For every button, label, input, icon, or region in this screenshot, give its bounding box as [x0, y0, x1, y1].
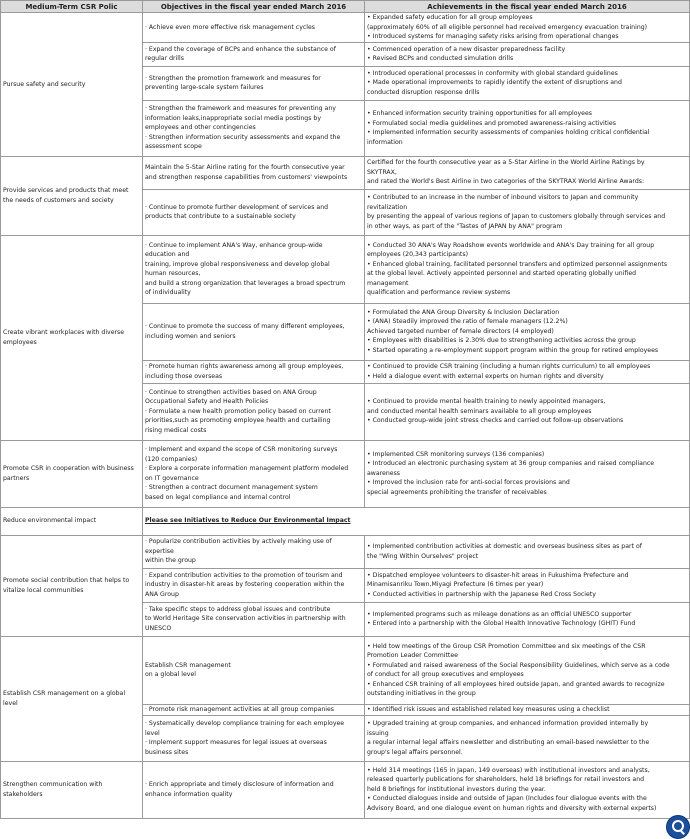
achievement-line: qualification and performance review systems [367, 289, 511, 296]
achievement-line: • Formulated social media guidelines and promoted awareness-raising activities [367, 119, 616, 127]
objective-line: human resources, [145, 270, 201, 277]
objective-cell [143, 440, 365, 507]
achievement-cell [365, 568, 690, 602]
header-achievements: Achievements in the fiscal year ended March 2016 [365, 1, 690, 13]
achievement-cell [365, 13, 690, 43]
achievement-line: • Implemented information security assessments of companies holding critical confidential [367, 129, 650, 136]
achievement-line: • Conducted dialogues inside and outside of Japan (Includes four dialogue events with the [367, 795, 647, 803]
achievement-line: • Introduced systems for managing safety risks arising from operational changes [367, 33, 619, 40]
achievement-line: employees (20,343 participants) [367, 251, 468, 258]
objective-cell [143, 42, 365, 66]
achievement-cell [365, 636, 690, 704]
achievement-line: conducted disruption response drills [367, 88, 480, 96]
header-policy: Medium-Term CSR Polic [1, 1, 143, 13]
achievement-line: • Continued to provide CSR training (including a human rights curriculum) to all employees [367, 363, 651, 370]
objective-line: · Strengthen information security assessments and expand the [145, 133, 341, 141]
header-row [1, 1, 690, 13]
objective-line: · Continue to strengthen activities based on ANA Group [145, 388, 317, 396]
achievement-cell [365, 66, 690, 100]
achievement-cell [365, 42, 690, 66]
achievement-line: held 8 briefings for institutional investors during the year. [367, 785, 546, 793]
achievement-cell [365, 715, 690, 761]
achievement-line: SKYTRAX, [367, 168, 397, 176]
achievement-line: of conduct for all group executives and employees [367, 671, 524, 678]
objective-line: · Expand contribution activities to the promotion of tourism and [145, 571, 343, 579]
achievement-line: revitalization [367, 203, 408, 211]
objective-line: training, improve global responsiveness and develop global [145, 260, 330, 268]
objective-line: preventing large-scale system failures [145, 84, 264, 91]
objective-line: · Strengthen the framework and measures for preventing any [145, 105, 336, 113]
objective-line: · Take specific steps to address global issues and contribute [145, 605, 331, 613]
policy-cell: Strengthen communication with stakeholders [1, 761, 143, 818]
objective-cell [143, 235, 365, 303]
objective-line: regular drills [145, 55, 184, 62]
achievement-line: • Introduced an electronic purchasing system at 36 group companies and raised compliance [367, 460, 655, 468]
achievement-cell [365, 535, 690, 568]
policy-cell: Promote social contribution that helps to vitalize local communities [1, 535, 143, 636]
objective-line: · Promote risk management activities at all group companies [145, 705, 334, 713]
achievement-line: by presenting the appeal of various regions of Japan to customers globally through services and [367, 213, 666, 220]
objective-line: Maintain the 5-Star Airline rating for the fourth consecutive year [145, 164, 345, 171]
achievement-line: • Implemented contribution activities at domestic and overseas business sites as part of [367, 543, 642, 550]
table-row [1, 761, 690, 818]
objective-line: · Continue to promote further development of services and [145, 203, 329, 211]
achievement-line: • Continued to provide mental health training to newly appointed managers, [367, 398, 606, 406]
objective-line: · Promote human rights awareness among all group employees, [145, 363, 344, 370]
achievement-line: • Employees with disabilities is 2.30% due to strengthening activities across the group [367, 337, 636, 345]
objective-line: · Achieve even more effective risk management cycles [145, 23, 316, 31]
achievement-line: special agreements prohibiting the transfer of receivables [367, 488, 547, 496]
objective-line: products that contribute to a sustainable society [145, 213, 296, 220]
objective-line: · Continue to implement ANA's Way, enhance group-wide [145, 241, 323, 249]
achievement-line: management [367, 279, 409, 287]
achievement-line: • Formulated the ANA Group Diversity & Inclusion Declaration [367, 308, 560, 316]
objective-line: to World Heritage Site conservation activities in partnership with [145, 615, 346, 623]
objective-line: enhance information quality [145, 790, 233, 798]
achievement-line: • Commenced operation of a new disaster preparedness facility [367, 45, 566, 53]
table-row [1, 156, 690, 189]
policy-cell: Reduce environmental impact [1, 507, 143, 535]
achievement-cell [365, 602, 690, 636]
objective-line: including women and seniors [145, 332, 236, 340]
objective-cell [143, 66, 365, 100]
objective-line: · Implement support measures for legal issues at overseas [145, 739, 327, 746]
objective-line: ANA Group [145, 590, 179, 598]
achievement-line: • Conducted 30 ANA's Way Roadshow events worldwide and ANA's Day training for all group [367, 241, 655, 249]
achievement-line: • Conducted group-wide joint stress checks and carried out follow-up observations [367, 417, 624, 425]
objective-line: Occupational Safety and Health Policies [145, 398, 269, 406]
achievement-line: in other ways, as part of the "Tastes of JAPAN by ANA" program [367, 222, 563, 230]
objective-line: · Systematically develop compliance training for each employee [145, 720, 345, 727]
objective-cell [143, 568, 365, 602]
achievement-line: • Upgraded training at group companies, and enhanced information provided internally by [367, 720, 649, 727]
achievement-line: • Formulated and raised awareness of the Social Responsibility Guidelines, which serve as a code [367, 661, 670, 669]
achievement-line: Minamisanriku Town,Miyagi Prefecture (6 times per year) [367, 581, 544, 589]
achievement-cell [365, 761, 690, 818]
objective-line: level [145, 729, 160, 737]
achievement-line: • Dispatched employee volunteers to disaster-hit areas in Fukushima Prefecture and [367, 571, 629, 579]
achievement-line: outstanding initiatives in the group [367, 690, 476, 697]
objective-line: on IT governance [145, 474, 199, 482]
objective-line: rising medical costs [145, 426, 207, 434]
objective-line: of individuality [145, 289, 191, 296]
objective-cell [143, 100, 365, 156]
objective-cell [143, 715, 365, 761]
achievement-line: • Started operating a re-employment support program within the group for retired employees [367, 346, 659, 354]
objective-line: priorities,such as promoting employee health and curtailing [145, 417, 331, 425]
zoom-button[interactable] [666, 815, 690, 839]
achievement-line: • Held 314 meetings (165 in Japan, 149 overseas) with institutional investors and analysts, [367, 766, 650, 774]
objective-cell [143, 761, 365, 818]
objective-cell [143, 636, 365, 704]
table-row [1, 535, 690, 568]
achievement-line: (approximately 60% of all eligible personnel had received emergency evacuation training) [367, 23, 648, 31]
objective-cell [143, 704, 365, 715]
achievement-cell [365, 156, 690, 189]
achievement-line: • Conducted activities in partnership with the Japanese Red Cross Society [367, 590, 596, 598]
objective-line: (120 companies) [145, 455, 198, 463]
objective-cell [143, 360, 365, 383]
objective-line: based on legal compliance and internal control [145, 493, 291, 501]
achievement-line: • Improved the inclusion rate for anti-social forces provisions and [367, 479, 570, 487]
objective-cell [143, 156, 365, 189]
achievement-line: information [367, 138, 403, 146]
achievement-line: • Implemented programs such as mileage donations as an official UNESCO supporter [367, 610, 632, 618]
achievement-line: • (ANA) Steadily improved the ratio of female managers (12.2%) [367, 318, 568, 326]
achievement-line: • Identified risk issues and established related key measures using a checklist [367, 705, 610, 713]
objective-line: · Expand the coverage of BCPs and enhance the substance of [145, 45, 336, 53]
achievement-line: issuing [367, 729, 389, 737]
policy-cell: Establish CSR management on a global level [1, 636, 143, 761]
achievement-line: Promotion Leader Committee [367, 652, 458, 659]
achievement-cell [365, 100, 690, 156]
table-row [1, 13, 690, 43]
achievement-line: Certified for the fourth consecutive year as a 5-Star Airline in the World Airline Ratings by [367, 159, 645, 167]
objective-cell [143, 13, 365, 43]
policy-cell: Promote CSR in cooperation with business partners [1, 440, 143, 507]
objective-line: including those overseas [145, 372, 223, 380]
objective-cell [143, 189, 365, 235]
achievement-line: and rated the World's Best Airline in two categories of the SKYTRAX World Airline Awards: [367, 178, 645, 186]
achievement-cell [365, 704, 690, 715]
achievement-line: • Held a dialogue event with external experts on human rights and diversity [367, 372, 604, 380]
achievement-line: • Implemented CSR monitoring surveys (136 companies) [367, 450, 545, 458]
objective-line: · Continue to promote the success of many different employees, [145, 323, 345, 330]
objective-line: · Formulate a new health promotion policy based on current [145, 407, 331, 415]
achievement-line: group's legal affairs personnel. [367, 748, 463, 756]
objective-line: on a global level [145, 671, 196, 678]
objective-line: and strengthen response capabilities from customers' viewpoints [145, 173, 348, 181]
objective-cell [143, 602, 365, 636]
objective-line: within the group [145, 557, 196, 565]
table-row [1, 440, 690, 507]
objective-line: Establish CSR management [145, 661, 231, 669]
achievement-line: • Entered into a partnership with the Global Health Innovative Technology (GHIT) Fund [367, 620, 636, 627]
table-row [1, 235, 690, 303]
table-row [1, 636, 690, 704]
achievement-line: • Expanded safety education for all group employees [367, 14, 533, 21]
achievement-line: • Enhanced global training, facilitated personnel transfers and optimized personnel assignments [367, 260, 668, 268]
policy-cell: Pursue safety and security [1, 13, 143, 157]
achievement-cell [365, 189, 690, 235]
objective-line: assessment scope [145, 143, 202, 151]
objective-line: industry in disaster-hit areas by fostering cooperation within the [145, 581, 345, 589]
objective-line: and build a strong organization that leverages a broad spectrum [145, 279, 346, 287]
achievement-line: released quarterly publications for shareholders, held 18 briefings for retail investors and [367, 776, 645, 784]
achievement-line: and conducted mental health seminars available to all group employees [367, 407, 592, 415]
achievement-line: a regular internal legal affairs newsletter and distributing an email-based newsletter to the [367, 739, 650, 746]
objective-line: education and [145, 251, 190, 258]
header-objectives: Objectives in the fiscal year ended March 2016 [143, 1, 365, 13]
achievement-cell [365, 303, 690, 360]
achievement-cell [365, 235, 690, 303]
achievement-line: • Introduced operational processes in conformity with global standard guidelines [367, 69, 618, 77]
achievement-line: Advisory Board, and one dialogue event on human rights and diversity with external experts) [367, 804, 657, 812]
objective-line: · Strengthen the promotion framework and measures for [145, 74, 321, 82]
achievement-line: • Enhanced CSR training of all employees hired outside Japan, and granted awards to recognize [367, 680, 665, 688]
objective-cell [143, 383, 365, 440]
achievement-line: Achieved targeted number of female directors (4 employed) [367, 327, 554, 335]
achievement-line: awareness [367, 469, 401, 477]
objective-line: expertise [145, 547, 174, 555]
objective-line: · Implement and expand the scope of CSR monitoring surveys [145, 446, 338, 453]
objective-line: UNESCO [145, 624, 172, 632]
objective-line: information leaks,inappropriate social media postings by [145, 114, 321, 122]
policy-cell: Create vibrant workplaces with diverse employees [1, 235, 143, 440]
achievement-line: the "Wing Within Ourselves" project [367, 552, 479, 560]
achievement-cell [365, 440, 690, 507]
policy-cell: Provide services and products that meet the needs of customers and society [1, 156, 143, 235]
objective-line: · Explore a corporate information management platform modeled [145, 465, 349, 472]
objective-line: · Popularize contribution activities by actively making use of [145, 538, 332, 546]
achievement-line: • Enhanced information security training opportunities for all employees [367, 110, 593, 117]
achievement-line: • Contributed to an increase in the number of inbound visitors to Japan and community [367, 194, 639, 201]
achievement-line: • Made operational improvements to rapidly identify the extent of disruptions and [367, 79, 622, 87]
achievement-line: • Revised BCPs and conducted simulation drills [367, 55, 514, 62]
achievement-line: • Held tow meetings of the Group CSR Promotion Committee and six meetings of the CSR [367, 642, 646, 650]
achievement-cell [365, 360, 690, 383]
objective-line: · Strengthen a contract document management system [145, 484, 318, 491]
table-row [1, 507, 690, 535]
objective-line: employees and other contingencies [145, 124, 256, 132]
environment-link[interactable]: Please see Initiatives to Reduce Our Environmental Impact [145, 517, 351, 525]
objective-cell [143, 535, 365, 568]
objective-line: · Enrich appropriate and timely disclosure of information and [145, 781, 334, 788]
achievement-cell [365, 383, 690, 440]
objective-cell [143, 303, 365, 360]
achievement-line: at the global level. Actively appointed personnel and started operating globally unified [367, 270, 637, 277]
objective-line: business sites [145, 748, 189, 756]
